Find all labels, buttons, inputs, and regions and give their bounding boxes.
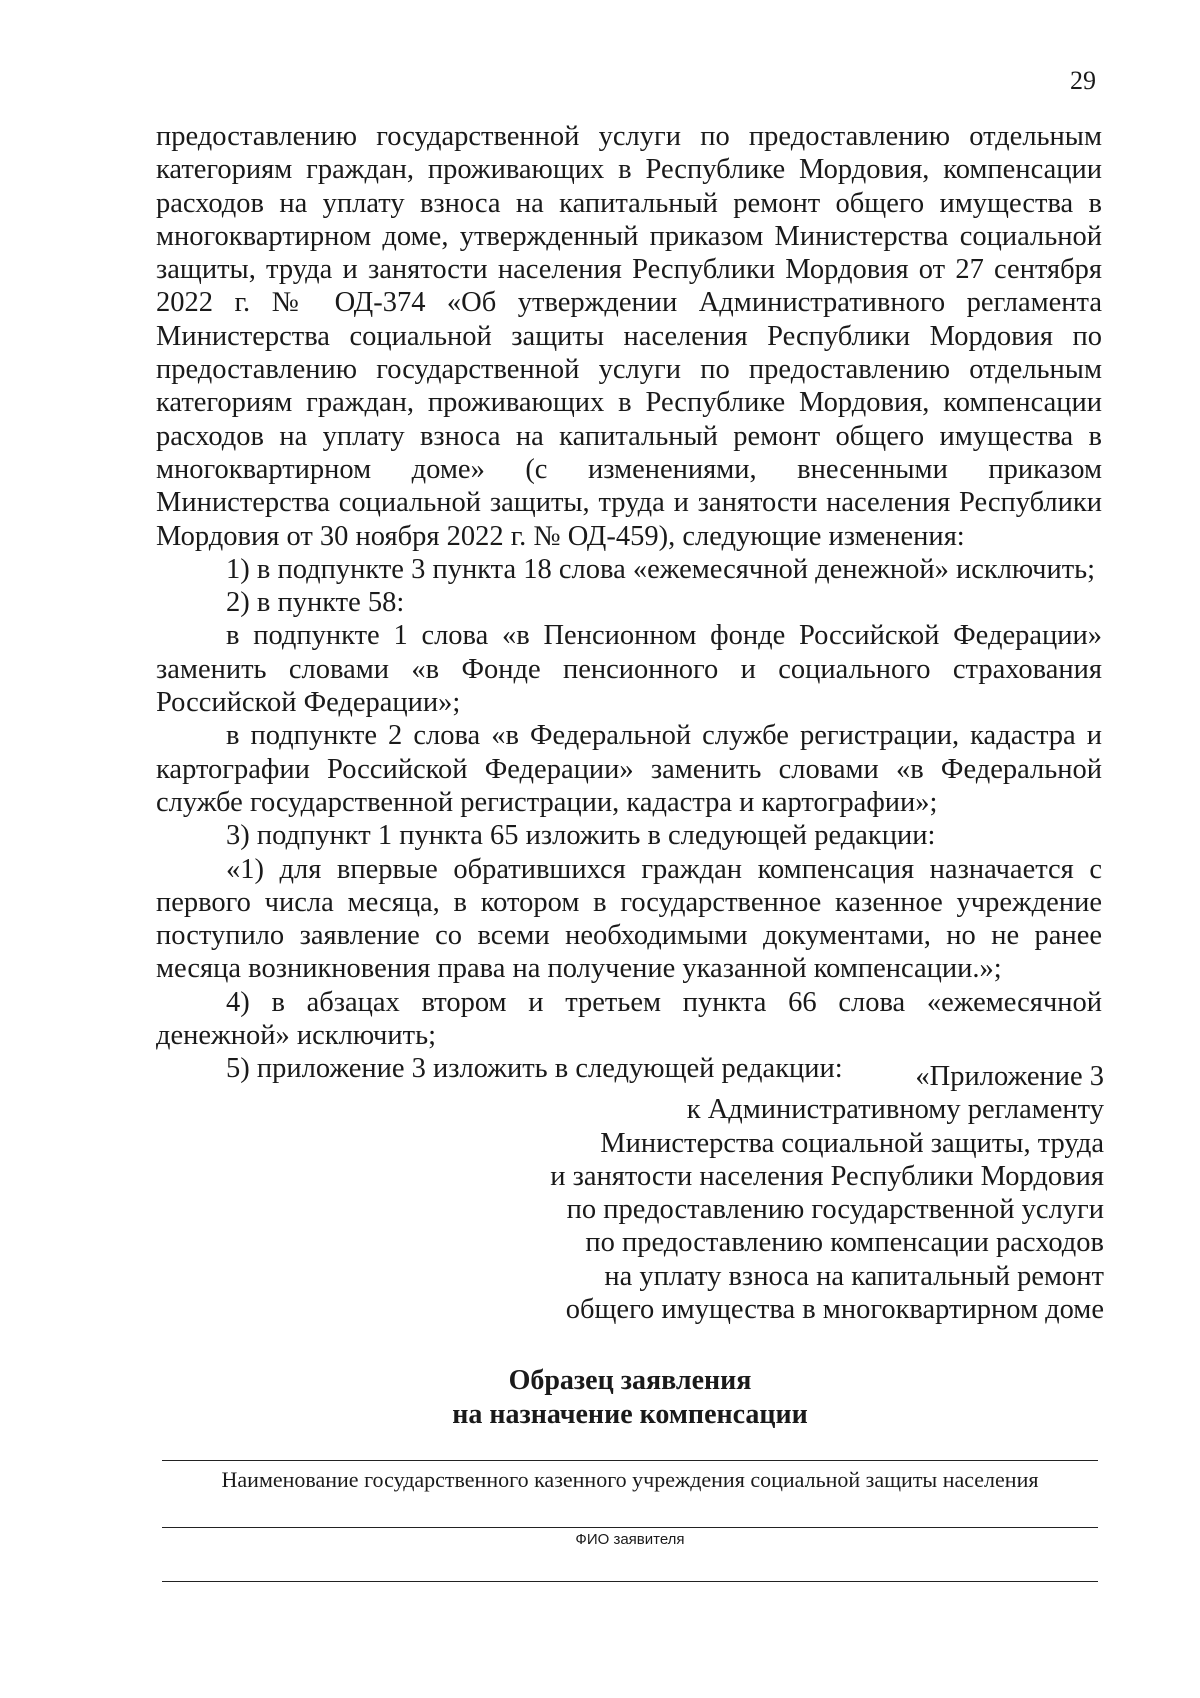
fio-blank-line bbox=[162, 1527, 1098, 1528]
appendix-header bbox=[520, 1060, 1104, 1326]
appendix-line: по предоставлению компенсации расходов bbox=[585, 1227, 1104, 1259]
institution-caption: Наименование государственного казенного учреждения социальной защиты населения bbox=[221, 1467, 1039, 1492]
paragraph-item-3-quote: «1) для впервые обратившихся граждан компенсация назначается с первого числа месяца, в котором в государственное казенное учреждение поступило заявление со всеми необходимыми документами, но не ранее месяца возникновения права на получение указанной компенсации.»; bbox=[156, 853, 1102, 985]
paragraph-item-2-sub-1: в подпункте 1 слова «в Пенсионном фонде Российской Федерации» заменить словами «в Фонде пенсионного и социального страхования Российской Федерации»; bbox=[156, 620, 1102, 719]
form-title bbox=[160, 1364, 1100, 1432]
appendix-line: Министерства социальной защиты, труда bbox=[600, 1127, 1104, 1159]
paragraph-item-5: 5) приложение 3 изложить в следующей редакции: bbox=[226, 1053, 843, 1085]
appendix-line: на уплату взноса на капитальный ремонт bbox=[604, 1260, 1104, 1292]
paragraph-item-3: 3) подпункт 1 пункта 65 изложить в следующей редакции: bbox=[226, 820, 936, 852]
form-title-line: Образец заявления bbox=[508, 1365, 752, 1396]
fio-caption: ФИО заявителя bbox=[575, 1531, 685, 1548]
appendix-line: «Приложение 3 bbox=[915, 1061, 1104, 1092]
paragraph-item-1: 1) в подпункте 3 пункта 18 слова «ежемесячной денежной» исключить; bbox=[226, 553, 1096, 585]
appendix-line: по предоставлению государственной услуги bbox=[566, 1194, 1104, 1226]
form-title-line: на назначение компенсации bbox=[452, 1399, 808, 1430]
institution-blank-line bbox=[162, 1460, 1098, 1461]
paragraph-item-2: 2) в пункте 58: bbox=[226, 587, 405, 619]
appendix-line: общего имущества в многоквартирном доме bbox=[565, 1294, 1104, 1326]
paragraph-item-4: 4) в абзацах втором и третьем пункта 66 слова «ежемесячной денежной» исключить; bbox=[156, 986, 1102, 1052]
paragraph-intro: предоставлению государственной услуги по предоставлению отдельным категориям граждан, проживающих в Республике Мордовия, компенсации расходов на уплату взноса на капитальный ремонт общего имущества в многоквартирном доме, утвержденный приказом Министерства социальной защиты, труда и занятости населения Республики Мордовия от 27 сентября 2022 г. № ОД-374 «Об утверждении Административного регламента Министерства социальной защиты населения Республики Мордовия по предоставлению государственной услуги по предоставлению отдельным категориям граждан, проживающих в Республике Мордовия, компенсации расходов на уплату взноса на капитальный ремонт общего имущества в многоквартирном доме» (с изменениями, внесенными приказом Министерства социальной защиты, труда и занятости населения Республики Мордовия от 30 ноября 2022 г. № ОД-459), следующие изменения: bbox=[156, 121, 1102, 552]
body-text bbox=[156, 120, 1102, 1086]
appendix-line: к Административному регламенту bbox=[686, 1094, 1104, 1126]
blank-line bbox=[162, 1581, 1098, 1582]
paragraph-item-2-sub-2: в подпункте 2 слова «в Федеральной службе регистрации, кадастра и картографии Российской Федерации» заменить словами «в Федеральной службе государственной регистрации, кадастра и картографии»; bbox=[156, 720, 1102, 818]
page-number: 29 bbox=[1070, 66, 1096, 95]
appendix-line: и занятости населения Республики Мордовия bbox=[550, 1160, 1104, 1192]
